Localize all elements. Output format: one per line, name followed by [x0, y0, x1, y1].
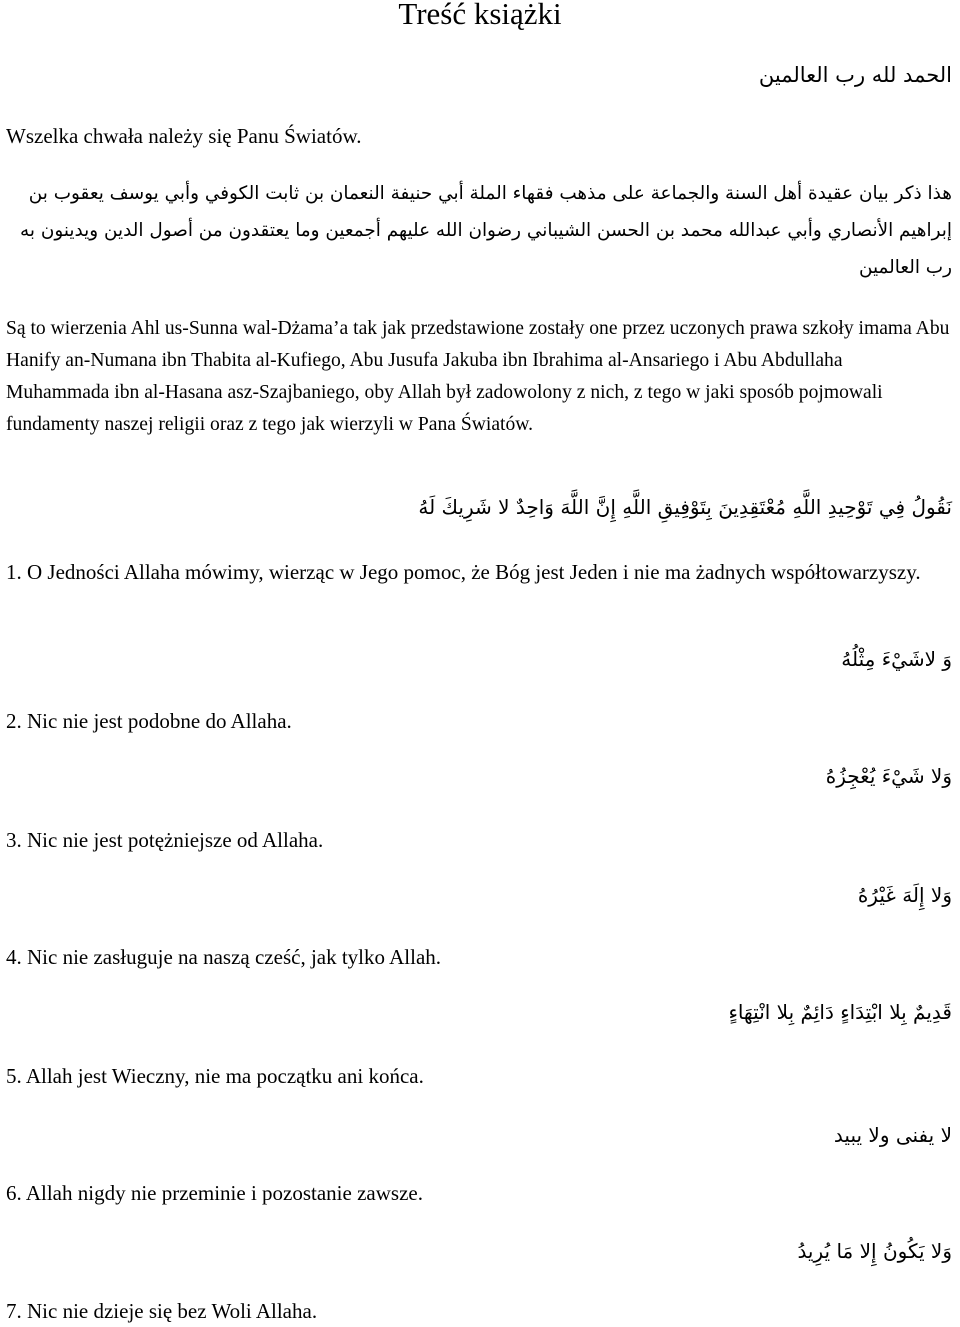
item-3-arabic: وَلا شَيْءَ يُعْجِزُهُ — [825, 764, 952, 788]
item-4-polish: 4. Nic nie zasługuje na naszą cześć, jak tylko Allah. — [6, 945, 442, 969]
item-7-arabic: وَلا يَكُونُ إِلا مَا يُرِيدُ — [797, 1239, 952, 1263]
hamd-arabic: الحمد لله رب العالمين — [758, 63, 952, 87]
item-1-arabic: نَقُولُ فِي تَوْحِيدِ اللَّهِ مُعْتَقِدِينَ بِتَوْفِيقِ اللَّهِ إِنَّ اللَّهَ وَاحِدٌ لا شَرِيكَ لَهُ — [418, 495, 952, 519]
item-5-polish: 5. Allah jest Wieczny, nie ma początku ani końca. — [6, 1064, 424, 1088]
praise-polish: Wszelka chwała należy się Panu Światów. — [6, 124, 362, 148]
item-7-polish: 7. Nic nie dzieje się bez Woli Allaha. — [6, 1299, 318, 1323]
item-4-arabic: وَلا إِلَهَ غَيْرُهُ — [857, 883, 952, 907]
page-title: Treść książki — [398, 0, 562, 31]
item-6-arabic: لا يفنى ولا يبيد — [833, 1123, 952, 1147]
item-5-arabic: قَدِيمٌ بِلا ابْتِدَاءٍ دَائِمٌ بِلا انْتِهَاءٍ — [728, 1000, 952, 1024]
item-1-polish: 1. O Jedności Allaha mówimy, wierząc w Jego pomoc, że Bóg jest Jeden i nie ma żadnych współtowarzyszy. — [6, 560, 921, 584]
intro-arabic-paragraph: هذا ذكر بيان عقيدة أهل السنة والجماعة على مذهب فقهاء الملة أبي حنيفة النعمان بن ثابت الكوفي وأبي يوسف يعقوب بن إبراهيم الأنصاري وأبي عبدالله محمد بن الحسن الشيباني رضوان الله عليهم أجمعين وما يعتقدون من أصول الدين ويدينون به رب العالمين — [20, 183, 952, 278]
item-6-polish: 6. Allah nigdy nie przeminie i pozostanie zawsze. — [6, 1181, 423, 1205]
item-2-polish: 2. Nic nie jest podobne do Allaha. — [6, 709, 292, 733]
intro-polish-paragraph: Są to wierzenia Ahl us-Sunna wal-Dżama’a tak jak przedstawione zostały one przez uczonych prawa szkoły imama Abu Hanify an-Numana ibn Thabita al-Kufiego, Abu Jusufa Jakuba ibn Ibrahima al-Ansariego i Abu Abdullaha Muhammada ibn al-Hasana asz-Szajbaniego, oby Allah był zadowolony z nich, z tego w jaki sposób pojmowali fundamenty naszej religii oraz z tego jak wierzyli w Pana Światów. — [6, 318, 950, 435]
item-3-polish: 3. Nic nie jest potężniejsze od Allaha. — [6, 828, 324, 852]
item-2-arabic: وَ لاشَيْءَ مِثْلُهُ — [841, 647, 952, 671]
